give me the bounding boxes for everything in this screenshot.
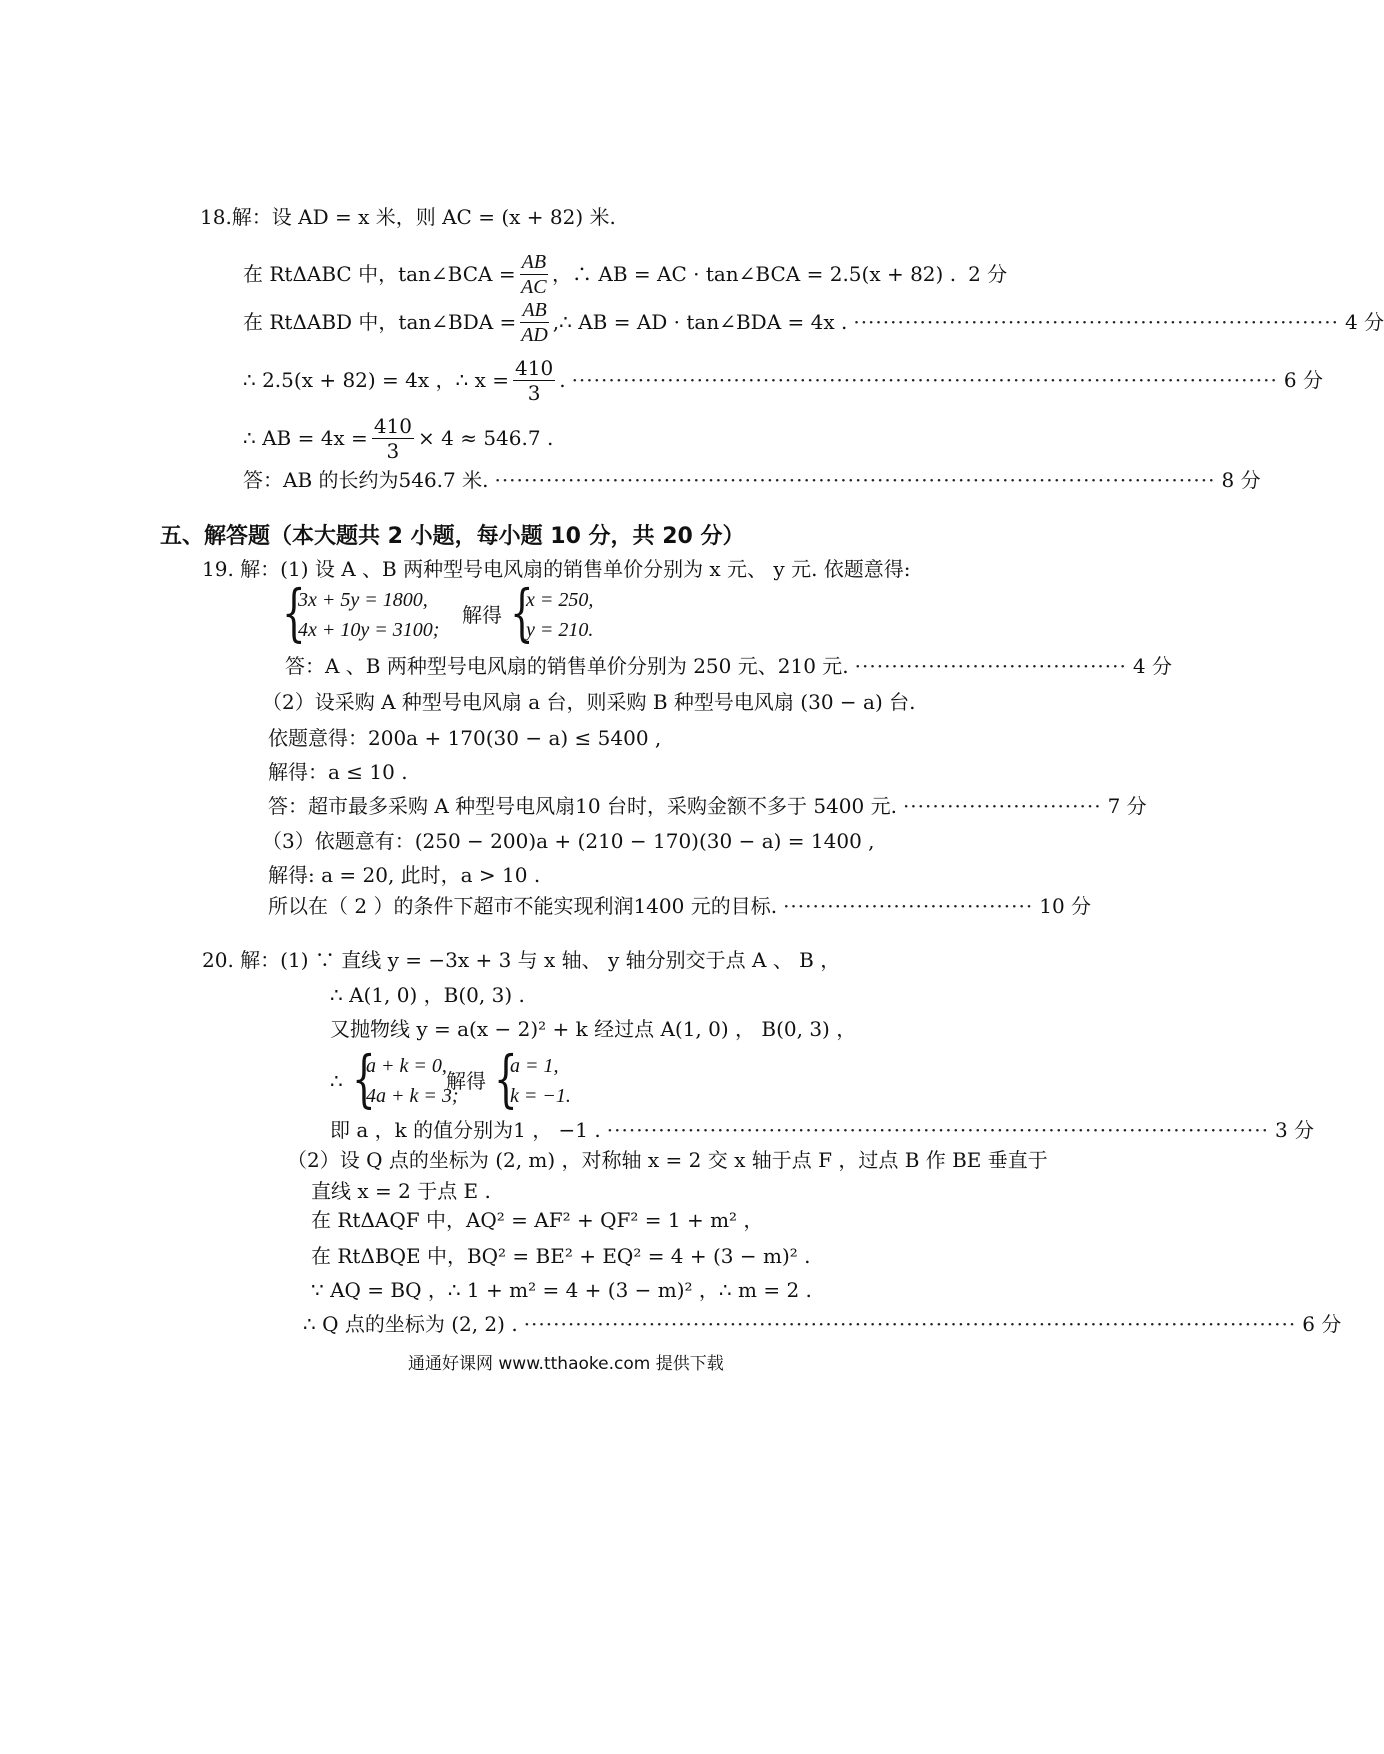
- leader-dots: ··························································································: [606, 1118, 1269, 1142]
- leader-dots: ································································································: [571, 368, 1278, 392]
- left-brace: {: [352, 1042, 376, 1115]
- q20-line-2: ∴ A(1, 0) ，B(0, 3) .: [330, 983, 525, 1007]
- q19-part3-line-2: 解得: a = 20, 此时，a > 10 .: [268, 863, 541, 887]
- q20-line-3: 又抛物线 y = a(x − 2)² + k 经过点 A(1, 0) ， B(0, 3) ，: [330, 1017, 857, 1041]
- q18-line-4: ∴ 2.5(x + 82) = 4x ，∴ x = $\frac{410}{3}$ . ································································································ 6 分: [243, 355, 1323, 405]
- q18-line-5: ∴ AB = 4x = $\frac{410}{3}$ × 4 ≈ 546.7 .: [243, 413, 554, 463]
- q19-part2-line-1: （2）设采购 A 种型号电风扇 a 台，则采购 B 种型号电风扇 (30 − a) 台.: [262, 690, 916, 714]
- fraction-ab-ad: $\frac{AB}{AD}$: [521, 298, 548, 346]
- q18-line-3: 在 RtΔABD 中，tan∠BDA = $\frac{AB}{AD}$ ,∴ AB = AD · tan∠BDA = 4x . ·································································· 4 分: [243, 298, 1384, 346]
- score-label: 4 分: [1132, 654, 1172, 678]
- q19-line-1: 19. 解：(1) 设 A 、B 两种型号电风扇的销售单价分别为 x 元、 y 元. 依题意得:: [202, 557, 911, 581]
- page-footer: 通通好课网 www.tthaoke.com 提供下载: [408, 1354, 724, 1374]
- q18-setup: 18.解：设 AD = x 米，则 AC = (x + 82) 米.: [200, 205, 616, 229]
- q19-part3-line-1: （3）依题意有：(250 − 200)a + (210 − 170)(30 − a) = 1400 ,: [262, 829, 875, 853]
- fraction-ab-ac: $\frac{AB}{AC}$: [521, 250, 547, 298]
- q20-part2-line-4: 在 RtΔBQE 中，BQ² = BE² + EQ² = 4 + (3 − m)² .: [311, 1244, 811, 1268]
- q20-part2-conclusion: ∴ Q 点的坐标为 (2, 2) . ········································································································· 6 分: [303, 1312, 1342, 1336]
- q18-line-1: [200, 204, 616, 230]
- score-label: 4 分: [1344, 310, 1384, 334]
- q20-equation-system: ∴ { a + k = 0, 4a + k = 3; 解得 { a = 1, k = −1.: [330, 1042, 571, 1115]
- solve-label: 解得: [446, 1069, 486, 1093]
- q19-part2-line-2: 依题意得：200a + 170(30 − a) ≤ 5400 ,: [268, 726, 662, 750]
- q19-equation-system: { 3x + 5y = 1800, 4x + 10y = 3100; 解得 { x = 250, y = 210.: [282, 576, 594, 649]
- q20-part2-line-3: 在 RtΔAQF 中，AQ² = AF² + QF² = 1 + m² ，: [311, 1208, 764, 1232]
- q19-part2-line-3: 解得：a ≤ 10 .: [268, 760, 408, 784]
- q19-part3-conclusion: 所以在（ 2 ）的条件下超市不能实现利润1400 元的目标. ·································· 10 分: [268, 894, 1092, 918]
- score-label: 6 分: [1283, 368, 1323, 392]
- q18-line-2: 在 RtΔABC 中，tan∠BCA = $\frac{AB}{AC}$ ，∴ AB = AC · tan∠BCA = 2.5(x + 82) . 2 分: [243, 250, 1008, 298]
- score-label: 8 分: [1221, 468, 1261, 492]
- score-label: 6 分: [1302, 1312, 1342, 1336]
- score-label: 2 分: [968, 262, 1008, 286]
- q20-line-1: 20. 解：(1) ∵ 直线 y = −3x + 3 与 x 轴、 y 轴分别交于点 A 、 B ，: [202, 948, 841, 972]
- leader-dots: ···························: [902, 794, 1102, 818]
- therefore-symbol: ∴: [330, 1069, 343, 1093]
- leader-dots: ·····································: [854, 654, 1127, 678]
- leader-dots: ··································································: [853, 310, 1339, 334]
- score-label: 3 分: [1274, 1118, 1315, 1142]
- left-brace: {: [494, 1042, 518, 1115]
- fraction-410-3: $\frac{410}{3}$: [515, 355, 554, 405]
- q20-part2-line-1: （2）设 Q 点的坐标为 (2, m) ，对称轴 x = 2 交 x 轴于点 F ，过点 B 作 BE 垂直于: [287, 1148, 1048, 1172]
- solve-label: 解得: [462, 603, 502, 627]
- left-brace: {: [510, 576, 534, 649]
- q19-answer-1: 答：A 、B 两种型号电风扇的销售单价分别为 250 元、210 元. ····································· 4 分: [285, 654, 1172, 678]
- leader-dots: ··································································································: [494, 468, 1216, 492]
- leader-dots: ·········································································································: [523, 1312, 1297, 1336]
- score-label: 7 分: [1107, 794, 1147, 818]
- q20-line-4: 即 a ，k 的值分别为1 ， −1 . ·························································································· 3 分: [330, 1118, 1315, 1142]
- fraction-410-3-b: $\frac{410}{3}$: [373, 413, 413, 463]
- section-5-heading: 五、解答题（本大题共 2 小题，每小题 10 分，共 20 分）: [160, 524, 745, 549]
- leader-dots: ··································: [783, 894, 1034, 918]
- left-brace: {: [282, 576, 306, 649]
- q20-part2-line-5: ∵ AQ = BQ ，∴ 1 + m² = 4 + (3 − m)² ，∴ m = 2 .: [311, 1278, 812, 1302]
- q19-part2-answer: 答：超市最多采购 A 种型号电风扇10 台时，采购金额不多于 5400 元. ··························· 7 分: [268, 794, 1147, 818]
- q20-part2-line-2: 直线 x = 2 于点 E .: [311, 1179, 491, 1203]
- score-label: 10 分: [1039, 894, 1092, 918]
- q18-answer: 答：AB 的长约为546.7 米. ·································································································· 8 分: [243, 468, 1261, 492]
